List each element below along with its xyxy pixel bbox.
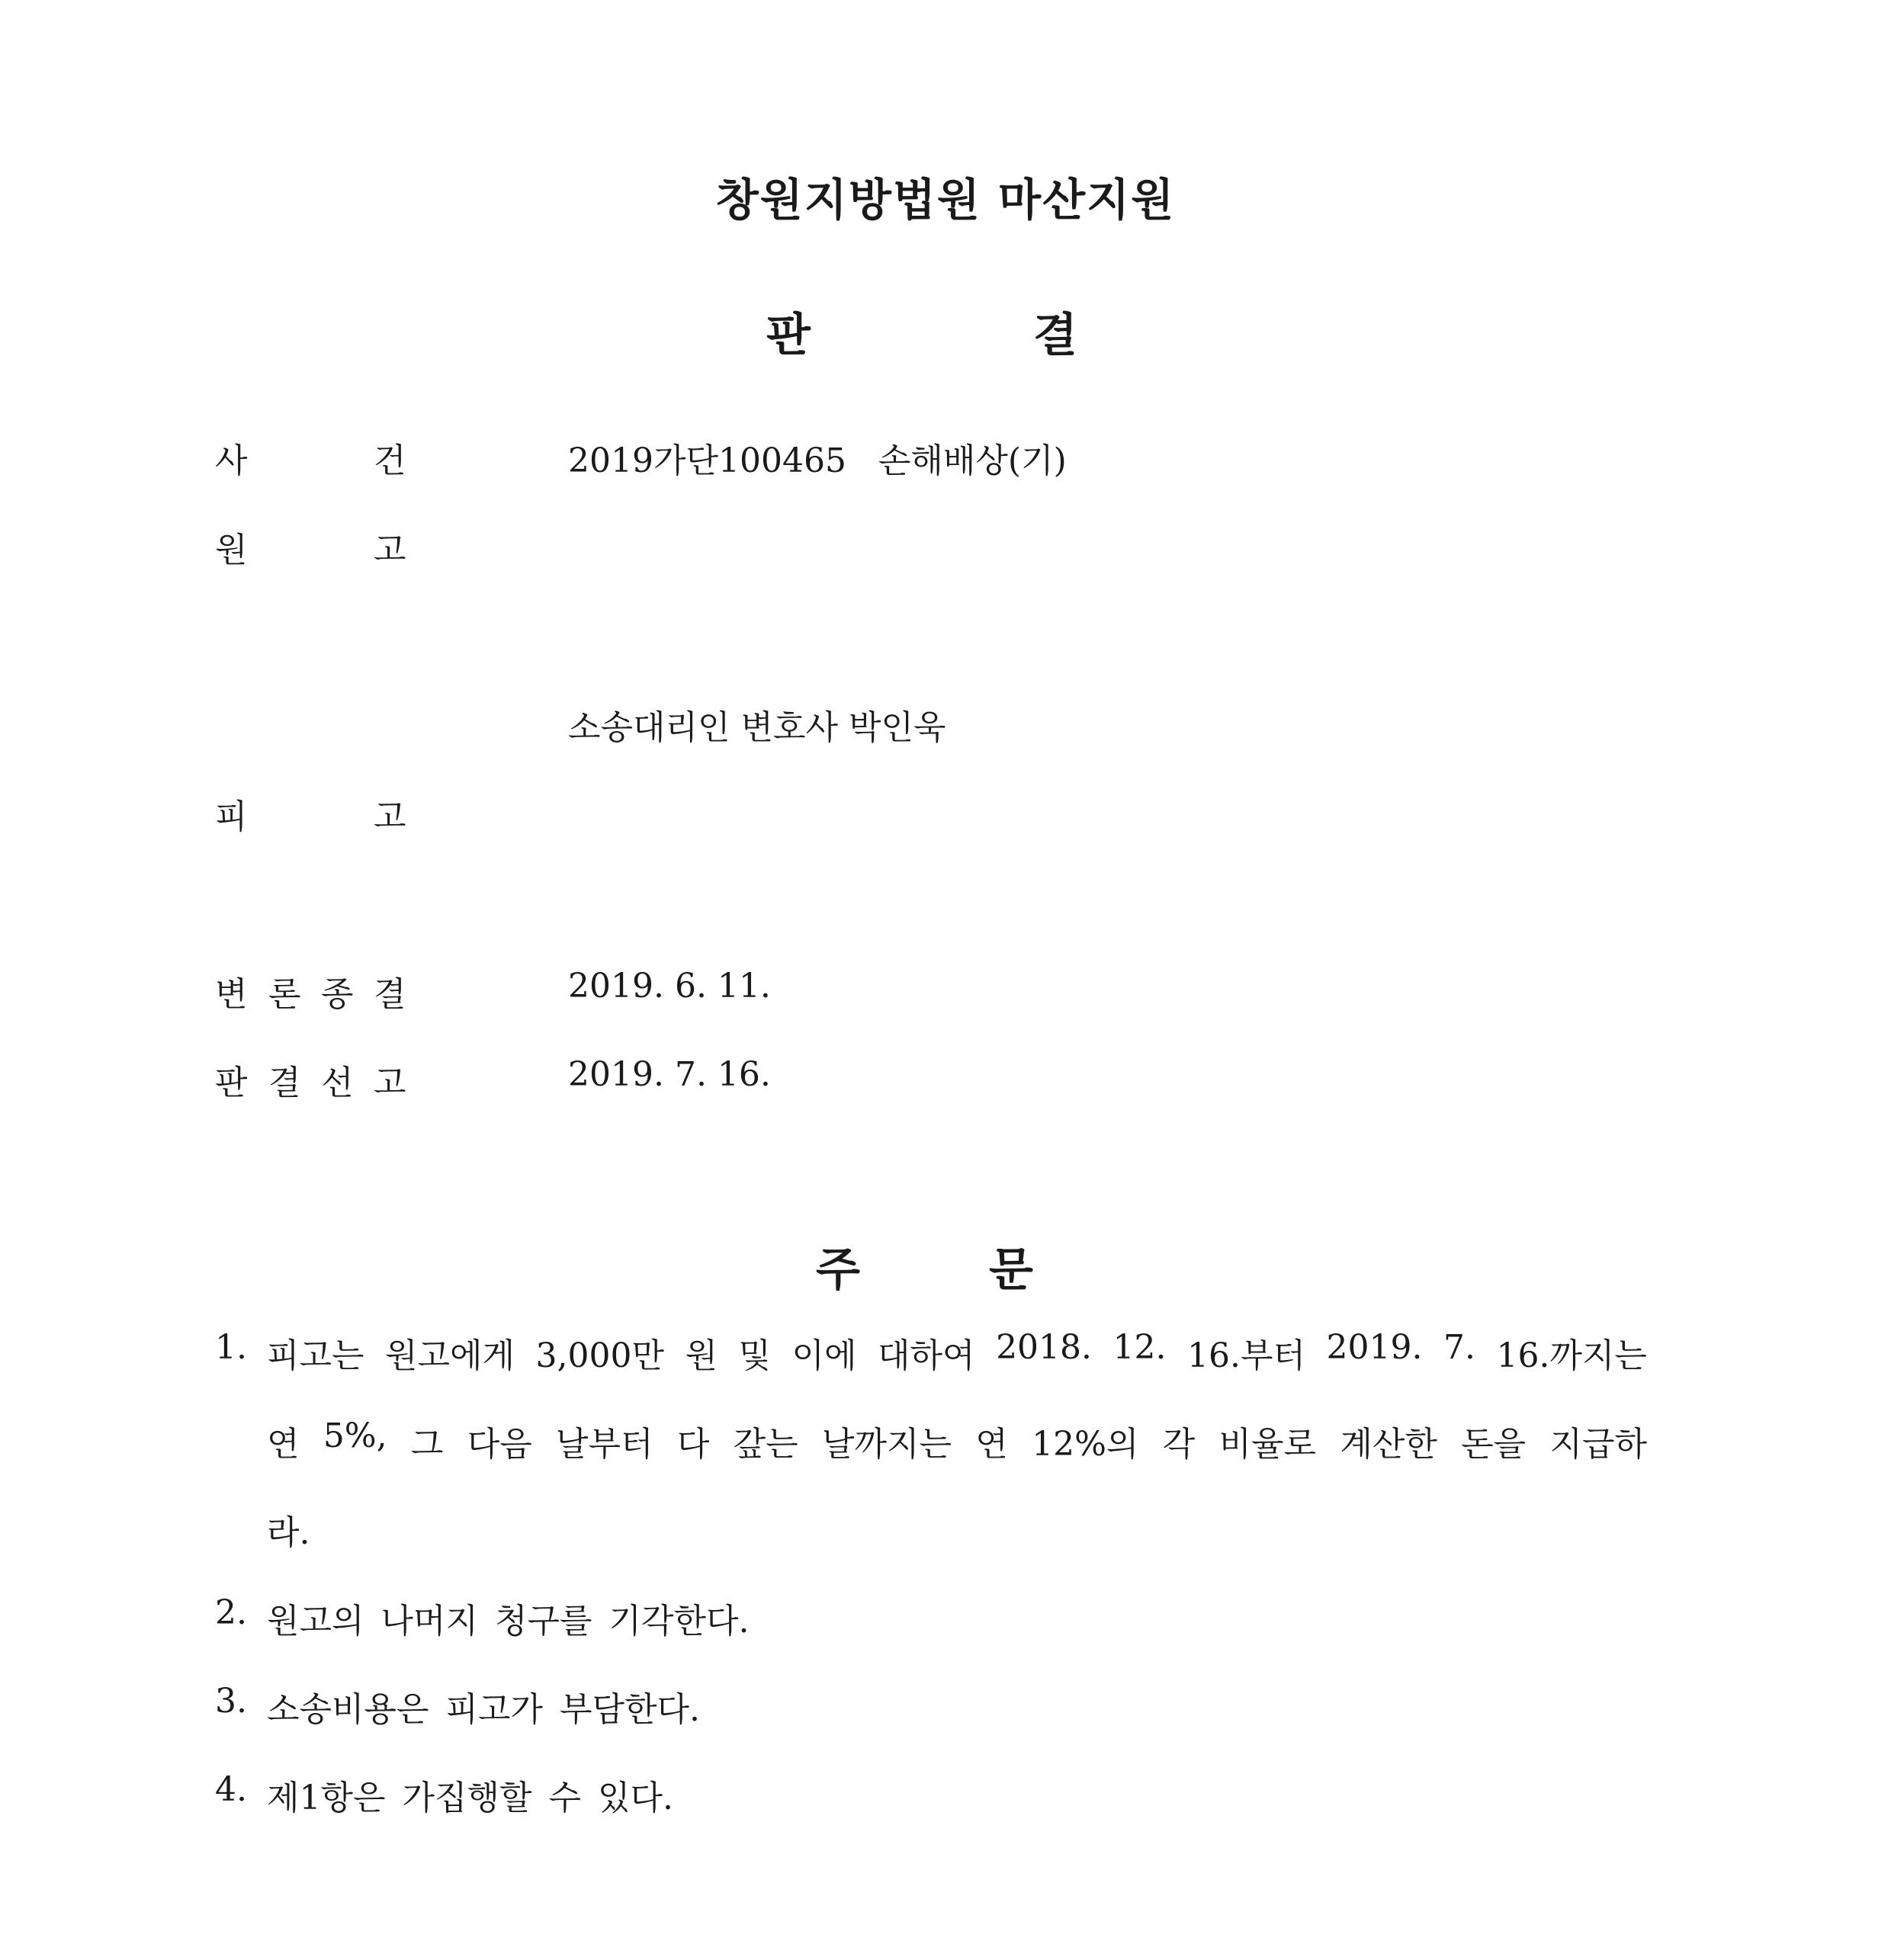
closing-label-char-4: 결 xyxy=(374,975,406,1014)
order-word: 16.까지는 xyxy=(1496,1336,1647,1375)
order-word: 12%의 xyxy=(1032,1425,1139,1464)
order-word: 날까지는 xyxy=(821,1425,952,1464)
judgment-date: 2019. 7. 16. xyxy=(568,1055,771,1094)
order-word: 대하여 xyxy=(878,1336,975,1375)
order-word: 16.부터 xyxy=(1187,1336,1305,1375)
order-word: 5%, xyxy=(323,1416,387,1455)
order-word: 다음 xyxy=(467,1425,532,1464)
order-number: 4. xyxy=(215,1770,247,1809)
order-word: 및 xyxy=(738,1336,772,1375)
order-word: 다 xyxy=(676,1425,710,1464)
case-label-char-1: 사 xyxy=(215,441,248,480)
order-text: 원고의 나머지 청구를 기각한다. xyxy=(267,1602,750,1641)
closing-label-char-3: 종 xyxy=(321,975,354,1014)
order-number: 3. xyxy=(215,1682,247,1721)
case-label-char-2: 건 xyxy=(374,441,406,480)
order-heading-char-2: 문 xyxy=(989,1243,1033,1297)
order-number: 1. xyxy=(215,1328,247,1367)
closing-label-char-2: 론 xyxy=(268,975,301,1014)
judgment-label-char-1: 판 xyxy=(215,1063,248,1102)
court-name: 창원지방법원 마산지원 xyxy=(715,174,1176,226)
judgment-label-char-2: 결 xyxy=(268,1063,301,1102)
closing-label-char-1: 변 xyxy=(215,975,248,1014)
order-word: 계산한 xyxy=(1340,1425,1437,1464)
order-word: 2019. xyxy=(1326,1328,1423,1367)
case-value: 2019가단100465 손해배상(기) xyxy=(568,441,1067,480)
defendant-label-char-1: 피 xyxy=(215,797,248,836)
order-word: 연 xyxy=(975,1425,1008,1464)
order-word: 이에 xyxy=(791,1336,857,1375)
order-word: 비율로 xyxy=(1218,1425,1317,1464)
judgment-label-char-3: 선 xyxy=(321,1063,354,1102)
order-word: 그 xyxy=(410,1425,444,1464)
order-1-line-1 xyxy=(267,1328,1647,1377)
order-word: 돈을 xyxy=(1461,1425,1527,1464)
order-word: 2018. xyxy=(996,1328,1093,1367)
plaintiff-counsel: 소송대리인 변호사 박인욱 xyxy=(568,708,946,747)
doc-title-char-2: 결 xyxy=(1033,309,1077,362)
judgment-label-char-4: 고 xyxy=(374,1063,406,1102)
order-word: 날부터 xyxy=(556,1425,653,1464)
order-word: 피고는 xyxy=(267,1336,364,1375)
order-heading-char-1: 주 xyxy=(816,1243,860,1297)
order-word: 원 xyxy=(685,1336,718,1375)
plaintiff-label-char-1: 원 xyxy=(215,531,248,569)
order-word: 각 xyxy=(1162,1425,1196,1464)
order-word: 3,000만 xyxy=(535,1336,664,1375)
order-1-line-2 xyxy=(267,1416,1647,1465)
order-text: 제1항은 가집행할 수 있다. xyxy=(267,1779,673,1817)
doc-title-char-1: 판 xyxy=(766,309,811,362)
order-word: 원고에게 xyxy=(385,1336,515,1375)
order-word: 갚는 xyxy=(733,1425,798,1464)
order-word: 지급하 xyxy=(1549,1425,1647,1464)
closing-argument-date: 2019. 6. 11. xyxy=(568,967,771,1006)
defendant-label-char-2: 고 xyxy=(374,797,406,836)
order-text: 소송비용은 피고가 부담한다. xyxy=(267,1690,701,1729)
order-word: 연 xyxy=(267,1425,300,1464)
order-1-line-3: 라. xyxy=(267,1513,310,1552)
order-word: 7. xyxy=(1443,1328,1475,1367)
plaintiff-label-char-2: 고 xyxy=(374,531,406,569)
order-word: 12. xyxy=(1112,1328,1167,1367)
order-number: 2. xyxy=(215,1593,247,1632)
